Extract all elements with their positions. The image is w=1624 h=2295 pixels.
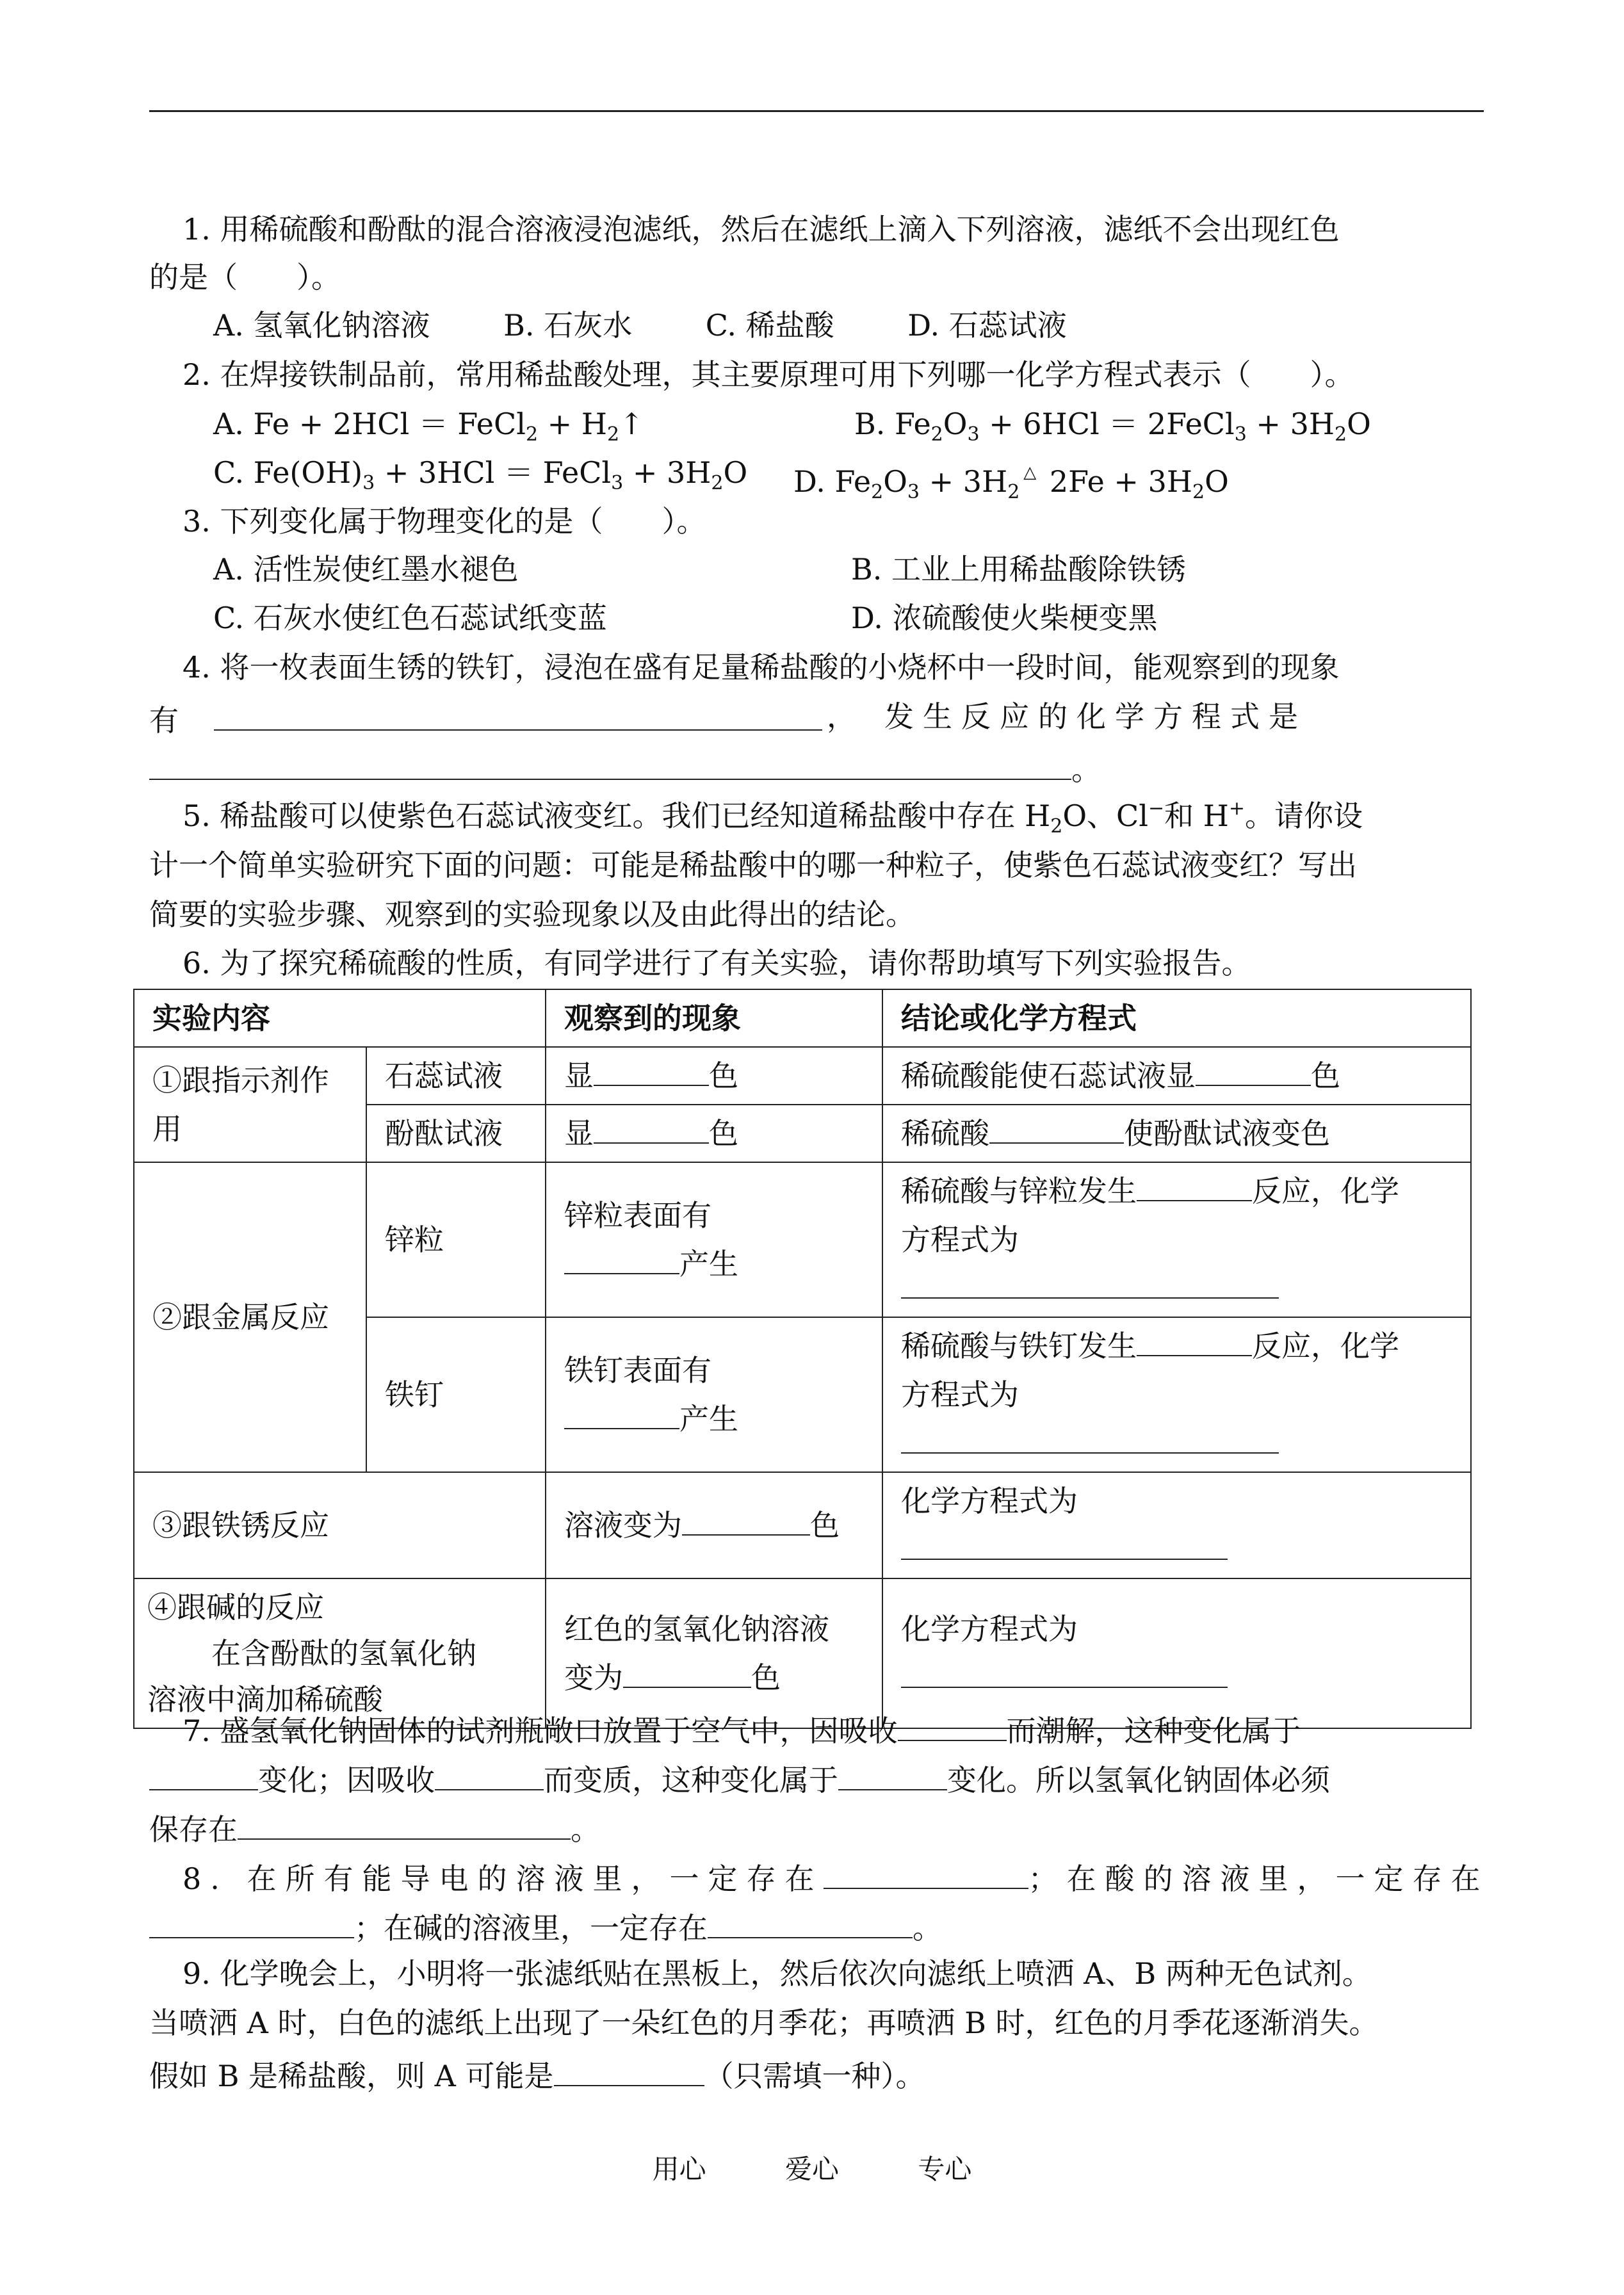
answer-blank[interactable] xyxy=(1137,1322,1252,1356)
answer-blank[interactable] xyxy=(901,1419,1279,1454)
q2-options-ab xyxy=(149,403,1548,444)
zinc-label: 锌粒 xyxy=(366,1162,546,1317)
q9-line3: 假如 B 是稀盐酸，则 A 可能是 （只需填一种）。 xyxy=(149,2052,1484,2096)
q1-option-b: B. 石灰水 xyxy=(503,308,633,343)
answer-blank[interactable] xyxy=(594,1109,709,1144)
q2-stem: 2. 在焊接铁制品前，常用稀盐酸处理，其主要原理可用下列哪一化学方程式表示（ ）。 xyxy=(183,357,1354,392)
answer-blank[interactable] xyxy=(564,1395,679,1429)
q1-line2: 的是（ ）。 xyxy=(149,260,341,295)
iron-nail-conclusion: 稀硫酸与铁钉发生 反应，化学 方程式为 xyxy=(882,1317,1471,1472)
header-observation: 观察到的现象 xyxy=(546,989,882,1047)
q7-line3: 保存在 。 xyxy=(149,1805,1484,1850)
metal-group: ②跟金属反应 xyxy=(134,1162,366,1472)
q7-line2: 变化；因吸收 而变质，这种变化属于 变化。所以氢氧化钠固体必须 xyxy=(149,1756,1484,1801)
phenolphthalein-observation: 显 色 xyxy=(546,1105,882,1162)
answer-blank[interactable] xyxy=(901,1264,1279,1299)
phenolphthalein-conclusion: 稀硫酸 使酚酞试液变色 xyxy=(882,1105,1471,1162)
q1-option-d: D. 石蕊试液 xyxy=(907,308,1067,343)
q6-stem: 6. 为了探究稀硫酸的性质，有同学进行了有关实验，请你帮助填写下列实验报告。 xyxy=(183,946,1251,980)
q4-line2: 有 ， 发生反应的化学方程式是 xyxy=(149,696,1484,741)
zinc-conclusion: 稀硫酸与锌粒发生 反应，化学 方程式为 xyxy=(882,1162,1471,1317)
q5-line3: 简要的实验步骤、观察到的实验现象以及由此得出的结论。 xyxy=(149,897,915,932)
header-conclusion: 结论或化学方程式 xyxy=(882,989,1471,1047)
answer-blank[interactable] xyxy=(149,1904,354,1938)
answer-blank[interactable] xyxy=(435,1756,544,1790)
q3-stem: 3. 下列变化属于物理变化的是（ ）。 xyxy=(183,504,706,539)
table-header-row xyxy=(134,989,1471,1047)
q2-option-b: B. $Fe_2O_3 + 6HCl$ ＝ 2FeCl$_3$ + $3H_2O$ xyxy=(854,407,1371,446)
answer-blank[interactable] xyxy=(238,1805,571,1840)
answer-blank[interactable] xyxy=(149,1756,258,1790)
answer-blank[interactable] xyxy=(554,2052,704,2086)
q9-line1: 9. 化学晚会上，小明将一张滤纸贴在黑板上，然后依次向滤纸上喷洒 A、B 两种无色试剂。 xyxy=(183,1956,1372,1991)
q1-options xyxy=(149,305,1548,346)
answer-blank[interactable] xyxy=(989,1109,1124,1144)
rust-group: ③跟铁锈反应 xyxy=(134,1472,546,1578)
litmus-conclusion: 稀硫酸能使石蕊试液显 色 xyxy=(882,1047,1471,1105)
q4-line1: 4. 将一枚表面生锈的铁钉，浸泡在盛有足量稀盐酸的小烧杯中一段时间，能观察到的现象 xyxy=(183,650,1340,685)
litmus-observation: 显 色 xyxy=(546,1047,882,1105)
answer-blank[interactable] xyxy=(594,1051,709,1086)
answer-blank[interactable] xyxy=(708,1904,913,1938)
table-row xyxy=(134,1162,1471,1317)
answer-blank[interactable] xyxy=(898,1707,1007,1741)
table-row xyxy=(134,1047,1471,1105)
q2-options-cd xyxy=(149,452,1548,503)
q2-option-c: C. $Fe(OH)_3 + 3HCl$ ＝ FeCl$_3$ + $3H_2O$ xyxy=(213,455,748,494)
answer-blank[interactable] xyxy=(564,1240,679,1274)
header-experiment: 实验内容 xyxy=(134,989,546,1047)
q1-option-c: C. 稀盐酸 xyxy=(705,308,834,343)
q3-option-b: B. 工业上用稀盐酸除铁锈 xyxy=(851,552,1187,587)
q9-line2: 当喷洒 A 时，白色的滤纸上出现了一朵红色的月季花；再喷洒 B 时，红色的月季花逐渐消失。 xyxy=(149,2006,1379,2040)
answer-blank[interactable] xyxy=(901,1525,1228,1560)
answer-blank[interactable] xyxy=(1137,1167,1252,1201)
zinc-observation: 锌粒表面有 产生 xyxy=(546,1162,882,1317)
q2-option-a: A. Fe + 2HCl ＝ FeCl$_2$ + $H_2↑$ xyxy=(213,407,644,446)
q3-options-ab xyxy=(149,549,1548,590)
base-observation: 红色的氢氧化钠溶液 变为 色 xyxy=(546,1578,882,1728)
phenolphthalein-label: 酚酞试液 xyxy=(366,1105,546,1162)
base-group: ④跟碱的反应 在含酚酞的氢氧化钠 溶液中滴加稀硫酸 xyxy=(134,1578,546,1728)
litmus-label: 石蕊试液 xyxy=(366,1047,546,1105)
answer-blank[interactable] xyxy=(682,1501,810,1536)
header-rule xyxy=(149,110,1484,112)
q3-option-a: A. 活性炭使红墨水褪色 xyxy=(213,552,519,587)
q1-option-a: A. 氢氧化钠溶液 xyxy=(213,308,430,343)
table-row xyxy=(134,1578,1471,1728)
q4-line3: 。 xyxy=(149,745,1484,790)
answer-blank[interactable] xyxy=(901,1653,1228,1688)
indicator-group: ①跟指示剂作用 xyxy=(134,1047,366,1162)
q3-options-cd xyxy=(149,597,1548,638)
answer-blank[interactable] xyxy=(623,1653,751,1688)
answer-blank[interactable] xyxy=(1196,1051,1311,1086)
q2-option-d: D. $Fe_2O_3 + 3H_2^\triangle$ $2Fe + 3H_2O$ xyxy=(793,463,1229,503)
base-conclusion: 化学方程式为 xyxy=(882,1578,1471,1728)
page-footer: 用心 爱心 专心 xyxy=(652,2153,972,2185)
answer-blank[interactable] xyxy=(838,1756,947,1790)
rust-conclusion: 化学方程式为 xyxy=(882,1472,1471,1578)
table-row xyxy=(134,1472,1471,1578)
answer-blank[interactable] xyxy=(824,1854,1028,1889)
q5-line2: 计一个简单实验研究下面的问题：可能是稀盐酸中的哪一种粒子，使紫色石蕊试液变红？写出 xyxy=(149,848,1357,882)
q8-line2: ；在碱的溶液里，一定存在 。 xyxy=(149,1904,1484,1949)
rust-observation: 溶液变为 色 xyxy=(546,1472,882,1578)
iron-nail-label: 铁钉 xyxy=(366,1317,546,1472)
experiment-report-table xyxy=(133,989,1472,1729)
q8-line1: 8. 在所有能导电的溶液里，一定存在 ；在酸的溶液里，一定存在 xyxy=(149,1854,1517,1899)
heat-triangle-icon: △ xyxy=(1023,463,1037,482)
q4-blank-equation[interactable] xyxy=(149,745,1071,780)
q7-line1: 7. 盛氢氧化钠固体的试剂瓶敞口放置于空气中，因吸收 而潮解，这种变化属于 xyxy=(149,1707,1517,1751)
q3-option-c: C. 石灰水使红色石蕊试纸变蓝 xyxy=(213,601,607,635)
q1-line1: 1. 用稀硫酸和酚酞的混合溶液浸泡滤纸，然后在滤纸上滴入下列溶液，滤纸不会出现红色 xyxy=(183,212,1340,247)
q3-option-d: D. 浓硫酸使火柴梗变黑 xyxy=(851,601,1158,635)
q4-blank-phenomenon[interactable] xyxy=(214,696,822,731)
iron-nail-observation: 铁钉表面有 产生 xyxy=(546,1317,882,1472)
q5-line1: 5. 稀盐酸可以使紫色石蕊试液变红。我们已经知道稀盐酸中存在 $H_2O$、Cl−和 H+。请你设 xyxy=(183,797,1363,838)
